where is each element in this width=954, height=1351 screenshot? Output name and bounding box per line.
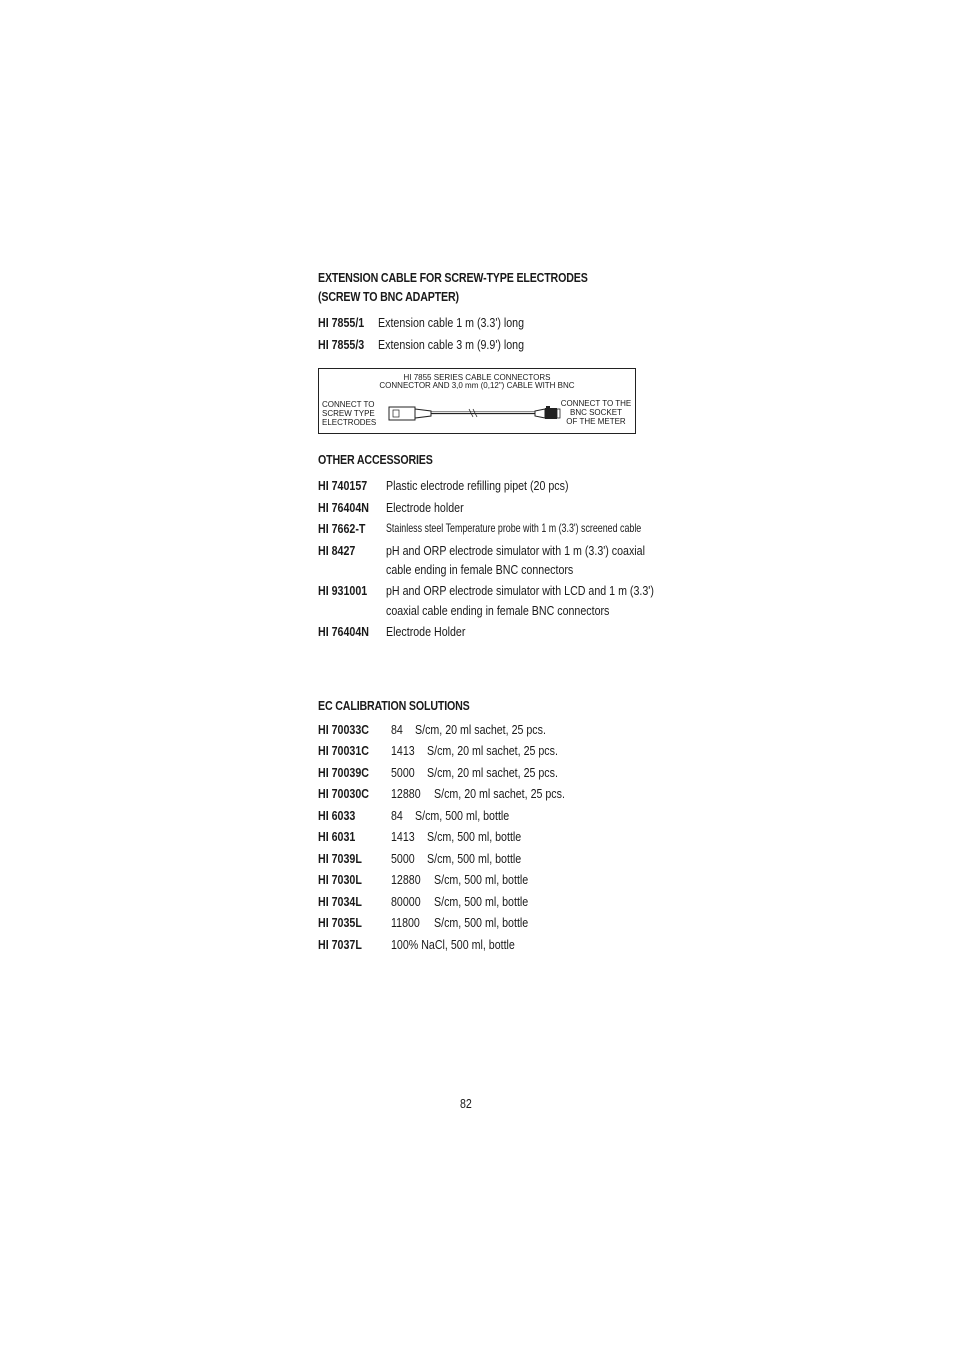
item-code: HI 7039L <box>318 851 362 866</box>
item-description: Extension cable 1 m (3.3') long <box>378 315 525 330</box>
item-description: Stainless steel Temperature probe with 1 m (3.3') screened cable <box>386 521 642 535</box>
item-description-line2: cable ending in female BNC connectors <box>386 562 574 577</box>
item-description: S/cm, 500 ml, bottle <box>427 851 522 866</box>
item-code: HI 7662-T <box>318 521 366 536</box>
cable-drawing <box>319 369 635 433</box>
item-code: HI 6033 <box>318 808 356 823</box>
item-value: 84 <box>391 808 403 823</box>
item-code: HI 7855/1 <box>318 315 365 330</box>
item-description: Plastic electrode refilling pipet (20 pcs) <box>386 478 569 493</box>
diagram-left-line2: SCREW TYPE <box>322 409 375 418</box>
item-value: 1413 <box>391 743 415 758</box>
diagram-left-line1: CONNECT TO <box>322 400 375 409</box>
item-value: 12880 <box>391 786 421 801</box>
item-value: 5000 <box>391 851 415 866</box>
item-code: HI 70030C <box>318 786 369 801</box>
item-code: HI 7855/3 <box>318 337 365 352</box>
item-description-line2: coaxial cable ending in female BNC connectors <box>386 603 610 618</box>
item-description: S/cm, 20 ml sachet, 25 pcs. <box>434 786 565 801</box>
diagram-title-line2: CONNECTOR AND 3,0 mm (0,12") CABLE WITH BNC <box>379 381 575 390</box>
item-code: HI 7034L <box>318 894 362 909</box>
diagram-right-line1: CONNECT TO THE <box>560 399 632 408</box>
page-number: 82 <box>460 1096 472 1111</box>
other-accessories-heading: OTHER ACCESSORIES <box>318 452 433 467</box>
item-description: S/cm, 500 ml, bottle <box>434 872 529 887</box>
extension-cable-heading-line1: EXTENSION CABLE FOR SCREW-TYPE ELECTRODES <box>318 270 588 285</box>
item-code: HI 7035L <box>318 915 362 930</box>
item-description: pH and ORP electrode simulator with LCD and 1 m (3.3') <box>386 583 654 598</box>
item-value: 84 <box>391 722 403 737</box>
item-description: S/cm, 20 ml sachet, 25 pcs. <box>427 743 558 758</box>
cable-diagram <box>318 368 636 434</box>
item-description: S/cm, 500 ml, bottle <box>434 894 529 909</box>
item-description: Extension cable 3 m (9.9') long <box>378 337 525 352</box>
item-description: pH and ORP electrode simulator with 1 m (3.3') coaxial <box>386 543 645 558</box>
item-value: 5000 <box>391 765 415 780</box>
ec-solutions-heading: EC CALIBRATION SOLUTIONS <box>318 698 470 713</box>
item-description: Electrode holder <box>386 500 464 515</box>
item-code: HI 76404N <box>318 624 369 639</box>
item-code: HI 70031C <box>318 743 369 758</box>
item-code: HI 8427 <box>318 543 356 558</box>
extension-cable-heading-line2: (SCREW TO BNC ADAPTER) <box>318 289 459 304</box>
item-value: 100% NaCl, 500 ml, bottle <box>391 937 515 952</box>
item-description: S/cm, 500 ml, bottle <box>434 915 529 930</box>
item-description: S/cm, 500 ml, bottle <box>427 829 522 844</box>
diagram-title-line1: HI 7855 SERIES CABLE CONNECTORS <box>403 373 551 382</box>
item-code: HI 7030L <box>318 872 362 887</box>
bnc-connector-shape <box>535 409 545 418</box>
item-description: S/cm, 500 ml, bottle <box>415 808 510 823</box>
item-description: S/cm, 20 ml sachet, 25 pcs. <box>427 765 558 780</box>
item-value: 12880 <box>391 872 421 887</box>
item-value: 1413 <box>391 829 415 844</box>
item-value: 11800 <box>391 915 420 930</box>
item-value: 80000 <box>391 894 421 909</box>
item-description: S/cm, 20 ml sachet, 25 pcs. <box>415 722 546 737</box>
item-code: HI 740157 <box>318 478 368 493</box>
item-description: Electrode Holder <box>386 624 466 639</box>
item-code: HI 70033C <box>318 722 369 737</box>
item-code: HI 6031 <box>318 829 356 844</box>
diagram-left-line3: ELECTRODES <box>322 418 377 427</box>
item-code: HI 76404N <box>318 500 369 515</box>
diagram-right-line3: OF THE METER <box>566 417 626 426</box>
diagram-right-line2: BNC SOCKET <box>569 408 622 417</box>
item-code: HI 7037L <box>318 937 362 952</box>
item-code: HI 931001 <box>318 583 368 598</box>
item-code: HI 70039C <box>318 765 369 780</box>
